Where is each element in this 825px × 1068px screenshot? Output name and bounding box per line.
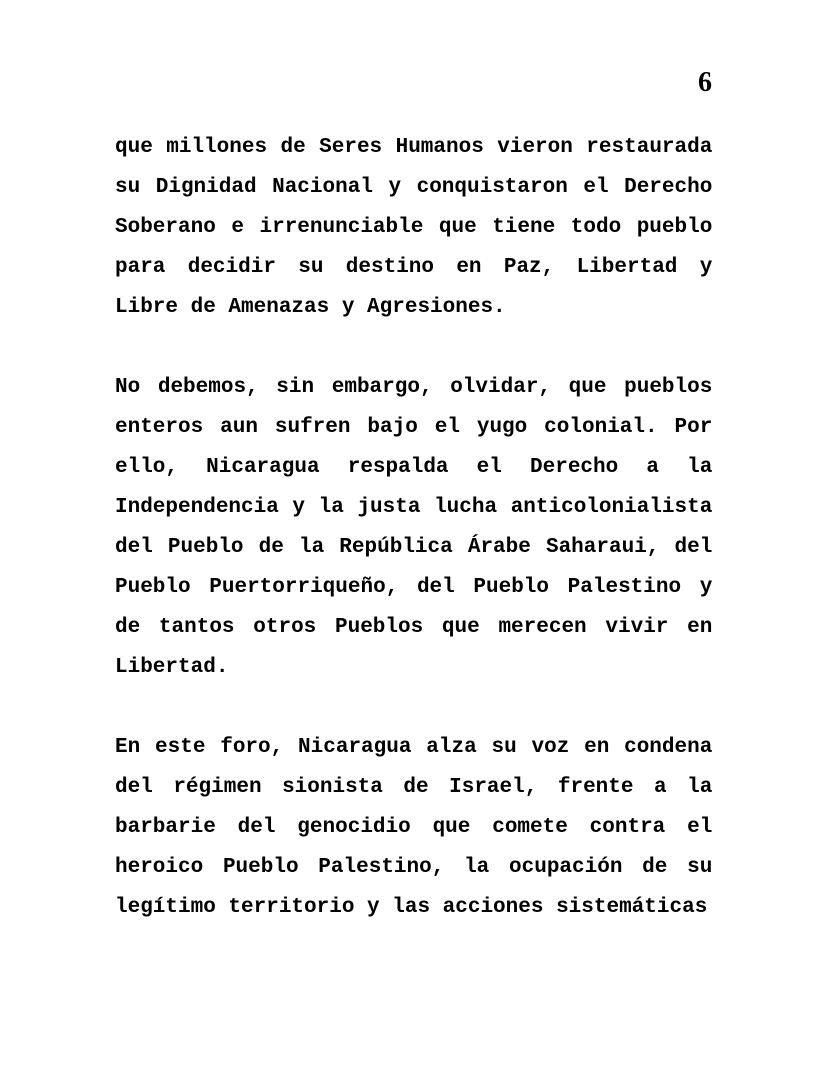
paragraph-1: que millones de Seres Humanos vieron restaurada su Dignidad Nacional y conquistaron el Derecho Soberano e irrenunciable que tiene todo pueblo para decidir su destino en Paz, Libertad y Libre de Amenazas y Agresiones. (115, 136, 713, 319)
page-number-row (115, 68, 712, 98)
paragraph-3: En este foro, Nicaragua alza su voz en condena del régimen sionista de Israel, frente a la barbarie del genocidio que comete contra el heroico Pueblo Palestino, la ocupación de su legítimo territorio y las acciones sistemáticas (115, 736, 713, 919)
page-number: 6 (698, 67, 712, 98)
document-body (115, 128, 712, 928)
paragraph-2: No debemos, sin embargo, olvidar, que pueblos enteros aun sufren bajo el yugo colonial. Por ello, Nicaragua respalda el Derecho a la Independencia y la justa lucha anticolonialista del Pueblo de la República Árabe Saharaui, del Pueblo Puertorriqueño, del Pueblo Palestino y de tantos otros Pueblos que merecen vivir en Libertad. (115, 376, 713, 679)
